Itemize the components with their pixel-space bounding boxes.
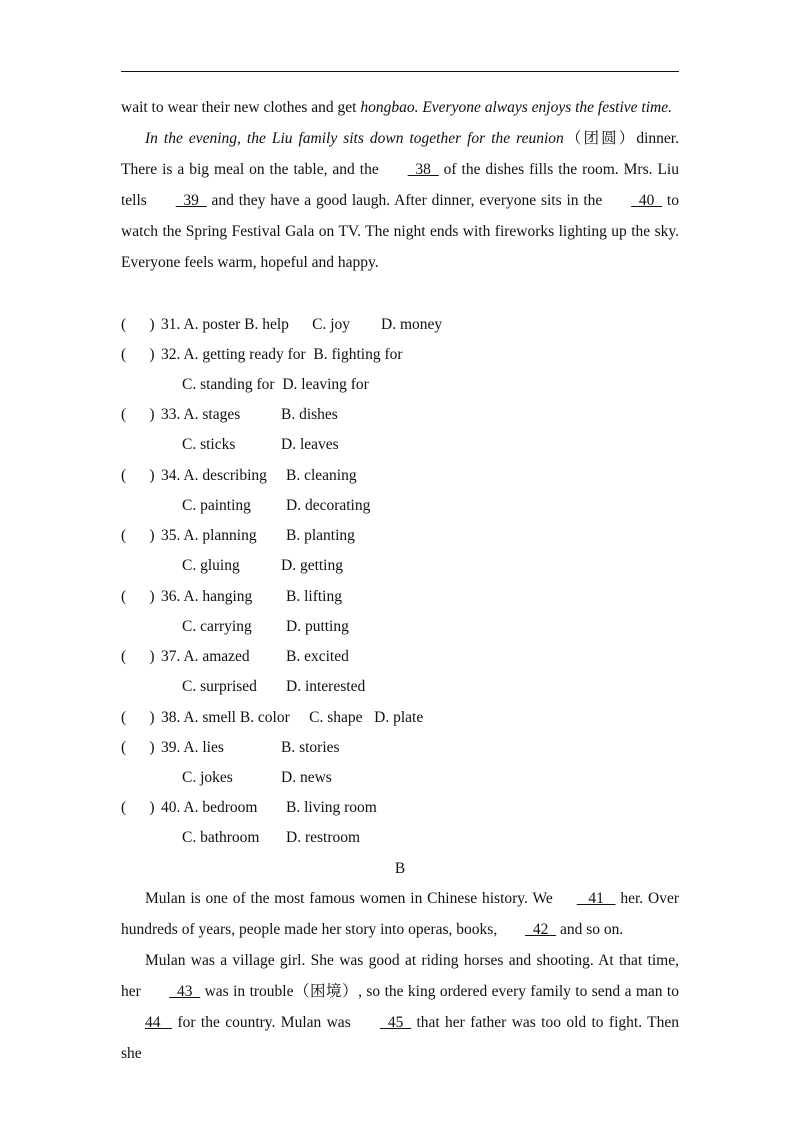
question-38: ( ) 38. A. smell B. color C. shape D. plate: [121, 703, 423, 733]
option-d: D. interested: [286, 678, 366, 695]
answer-paren[interactable]: ( ): [121, 316, 155, 333]
option-d: D. restroom: [286, 829, 361, 846]
option-d: D. putting: [286, 618, 349, 635]
answer-paren[interactable]: ( ): [121, 406, 155, 423]
answer-paren[interactable]: ( ): [121, 799, 155, 816]
question-32: ( ) 32. A. getting ready for B. fighting for: [121, 340, 403, 370]
option-b: B. excited: [286, 648, 349, 665]
header-rule: [121, 71, 679, 72]
passage-b-para-1: Mulan is one of the most famous women in Chinese history. We 41 her. Over hundreds of years, people made her story into operas, books, 42 and so on.: [121, 883, 679, 945]
option-c: C. gluing: [182, 557, 240, 574]
blank-43[interactable]: 43: [169, 983, 201, 1000]
option-b: B. planting: [286, 527, 355, 544]
answer-paren[interactable]: ( ): [121, 709, 155, 726]
blank-40[interactable]: 40: [631, 192, 663, 209]
section-b-heading: B: [394, 860, 406, 877]
question-36: ( ) 36. A. hanging: [121, 582, 252, 612]
question-40: ( ) 40. A. bedroom: [121, 793, 257, 823]
option-b: B. dishes: [281, 406, 338, 423]
option-d: D. getting: [281, 557, 343, 574]
passage-b-para-2: Mulan was a village girl. She was good at riding horses and shooting. At that time, her 43 was in trouble（困境）, so the king ordered every family to send a man to 44 for the country. Mulan was 45 that her father was too old to fight. Then she: [121, 952, 679, 1062]
answer-paren[interactable]: ( ): [121, 739, 155, 756]
option-b: B. stories: [281, 739, 340, 756]
blank-38[interactable]: 38: [407, 161, 439, 178]
option-c: C. jokes: [182, 769, 233, 786]
answer-paren[interactable]: ( ): [121, 467, 155, 484]
question-39: ( ) 39. A. lies: [121, 733, 224, 763]
question-34: ( ) 34. A. describing: [121, 461, 267, 491]
option-c: C. carrying: [182, 618, 252, 635]
option-c: C. surprised: [182, 678, 257, 695]
passage-b: [121, 883, 679, 1069]
blank-39[interactable]: 39: [175, 192, 207, 209]
answer-paren[interactable]: ( ): [121, 648, 155, 665]
option-d: D. decorating: [286, 497, 371, 514]
option-c: C. painting: [182, 497, 251, 514]
question-37: ( ) 37. A. amazed: [121, 642, 250, 672]
option-d: D. news: [281, 769, 332, 786]
option-b: B. living room: [286, 799, 377, 816]
option-b: B. lifting: [286, 588, 342, 605]
option-d: D. leaves: [281, 436, 339, 453]
passage-a-para-2: In the evening, the Liu family sits down together for the reunion（团圆）dinner. There is a big meal on the table, and the 38 of the dishes fills the room. Mrs. Liu tells 39 and they have a good laugh. After dinner, everyone sits in the 40 to watch the Spring Festival Gala on TV. The night ends with fireworks lighting up the sky. Everyone feels warm, hopeful and happy.: [121, 130, 679, 271]
blank-41[interactable]: 41: [576, 890, 616, 907]
answer-paren[interactable]: ( ): [121, 588, 155, 605]
blank-44[interactable]: 44: [145, 1014, 173, 1031]
option-c: C. sticks: [182, 436, 236, 453]
passage-a: [121, 92, 679, 278]
option-c: C. bathroom: [182, 829, 260, 846]
option-b: B. cleaning: [286, 467, 357, 484]
blank-42[interactable]: 42: [525, 921, 557, 938]
question-32-options-cd: C. standing for D. leaving for: [182, 376, 369, 393]
answer-paren[interactable]: ( ): [121, 527, 155, 544]
answer-paren[interactable]: ( ): [121, 346, 155, 363]
question-33: ( ) 33. A. stages: [121, 400, 240, 430]
question-31: ( ) 31. A. poster B. help C. joy D. money: [121, 310, 442, 340]
passage-a-para-1: wait to wear their new clothes and get hongbao. Everyone always enjoys the festive time.: [121, 99, 672, 116]
blank-45[interactable]: 45: [380, 1014, 412, 1031]
question-35: ( ) 35. A. planning: [121, 521, 257, 551]
